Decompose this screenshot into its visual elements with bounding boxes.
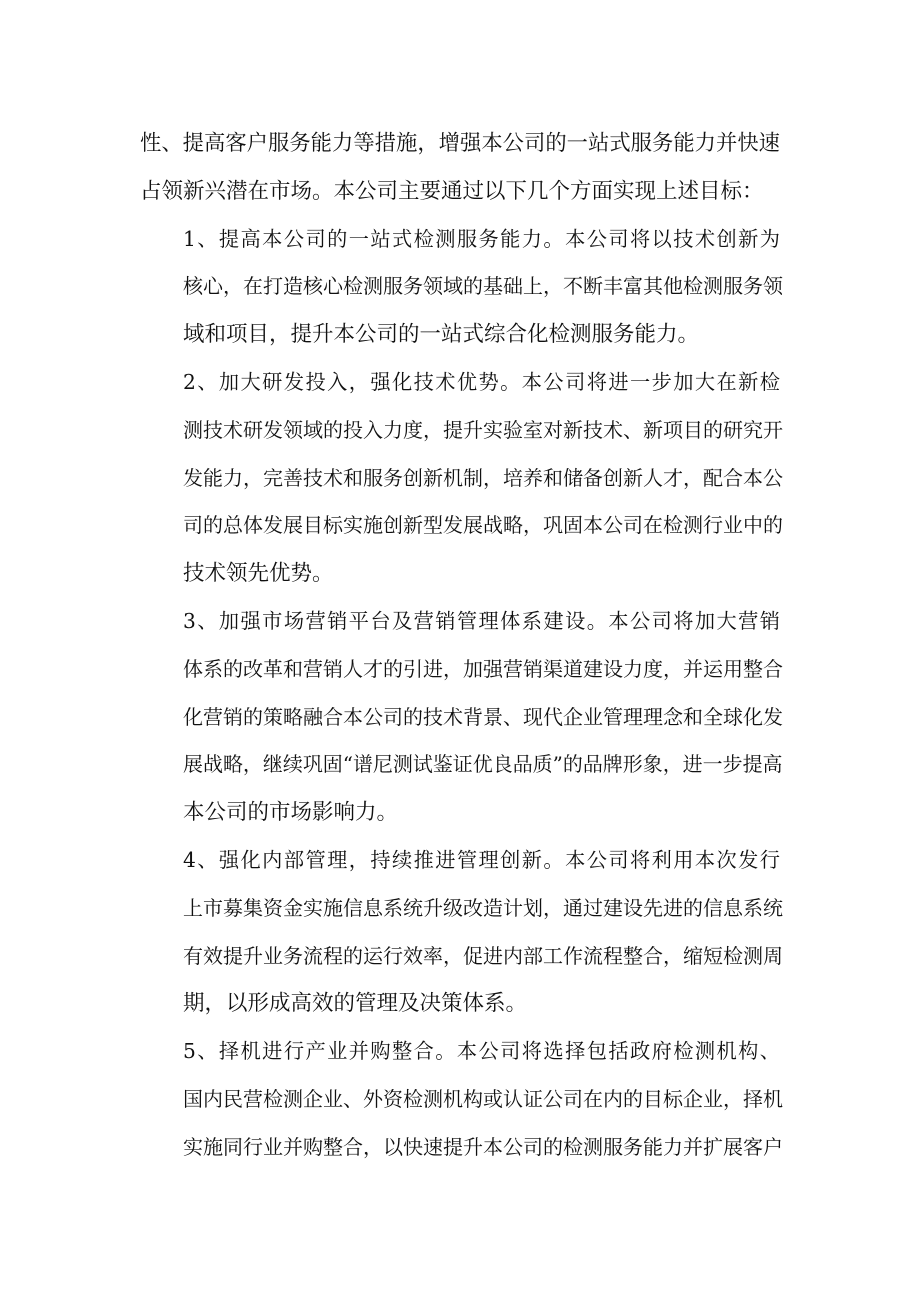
text-line: 展战略，继续巩固“谱尼测试鉴证优良品质”的品牌形象，进一步提高 xyxy=(183,752,783,777)
text-line: 技术领先优势。 xyxy=(183,561,334,587)
text-line: 本公司的市场影响力。 xyxy=(183,800,399,826)
text-line: 化营销的策略融合本公司的技术背景、现代企业管理理念和全球化发 xyxy=(183,704,783,729)
text-line: 1、提高本公司的一站式检测服务能力。本公司将以技术创新为 xyxy=(183,226,780,251)
document-body xyxy=(140,120,783,1172)
text-line: 占领新兴潜在市场。本公司主要通过以下几个方面实现上述目标： xyxy=(140,178,764,204)
paragraph-item-5 xyxy=(140,1028,783,1171)
text-line: 3、加强市场营销平台及营销管理体系建设。本公司将加大营销 xyxy=(183,608,780,633)
text-line: 核心，在打造核心检测服务领域的基础上，不断丰富其他检测服务领 xyxy=(183,274,783,299)
text-line: 体系的改革和营销人才的引进，加强营销渠道建设力度，并运用整合 xyxy=(183,656,783,681)
text-line: 上市募集资金实施信息系统升级改造计划，通过建设先进的信息系统 xyxy=(183,895,783,920)
text-line: 有效提升业务流程的运行效率，促进内部工作流程整合，缩短检测周 xyxy=(183,943,783,968)
text-line: 2、加大研发投入，强化技术优势。本公司将进一步加大在新检 xyxy=(183,369,780,394)
paragraph-item-2 xyxy=(140,359,783,598)
text-line: 期，以形成高效的管理及决策体系。 xyxy=(183,991,528,1017)
paragraph-item-4 xyxy=(140,837,783,1028)
text-line: 司的总体发展目标实施创新型发展战略，巩固本公司在检测行业中的 xyxy=(183,513,783,538)
paragraph-item-3 xyxy=(140,598,783,837)
paragraph-item-1 xyxy=(140,216,783,359)
text-line: 5、择机进行产业并购整合。本公司将选择包括政府检测机构、 xyxy=(183,1039,780,1064)
text-line: 4、强化内部管理，持续推进管理创新。本公司将利用本次发行 xyxy=(183,847,780,872)
text-line: 域和项目，提升本公司的一站式综合化检测服务能力。 xyxy=(183,322,700,348)
text-line: 性、提高客户服务能力等措施，增强本公司的一站式服务能力并快速 xyxy=(140,131,780,156)
text-line: 实施同行业并购整合，以快速提升本公司的检测服务能力并扩展客户 xyxy=(183,1134,783,1159)
paragraph-intro xyxy=(140,120,780,216)
text-line: 发能力，完善技术和服务创新机制，培养和储备创新人才，配合本公 xyxy=(183,465,783,490)
text-line: 国内民营检测企业、外资检测机构或认证公司在内的目标企业，择机 xyxy=(183,1086,783,1111)
text-line: 测技术研发领域的投入力度，提升实验室对新技术、新项目的研究开 xyxy=(183,417,783,442)
